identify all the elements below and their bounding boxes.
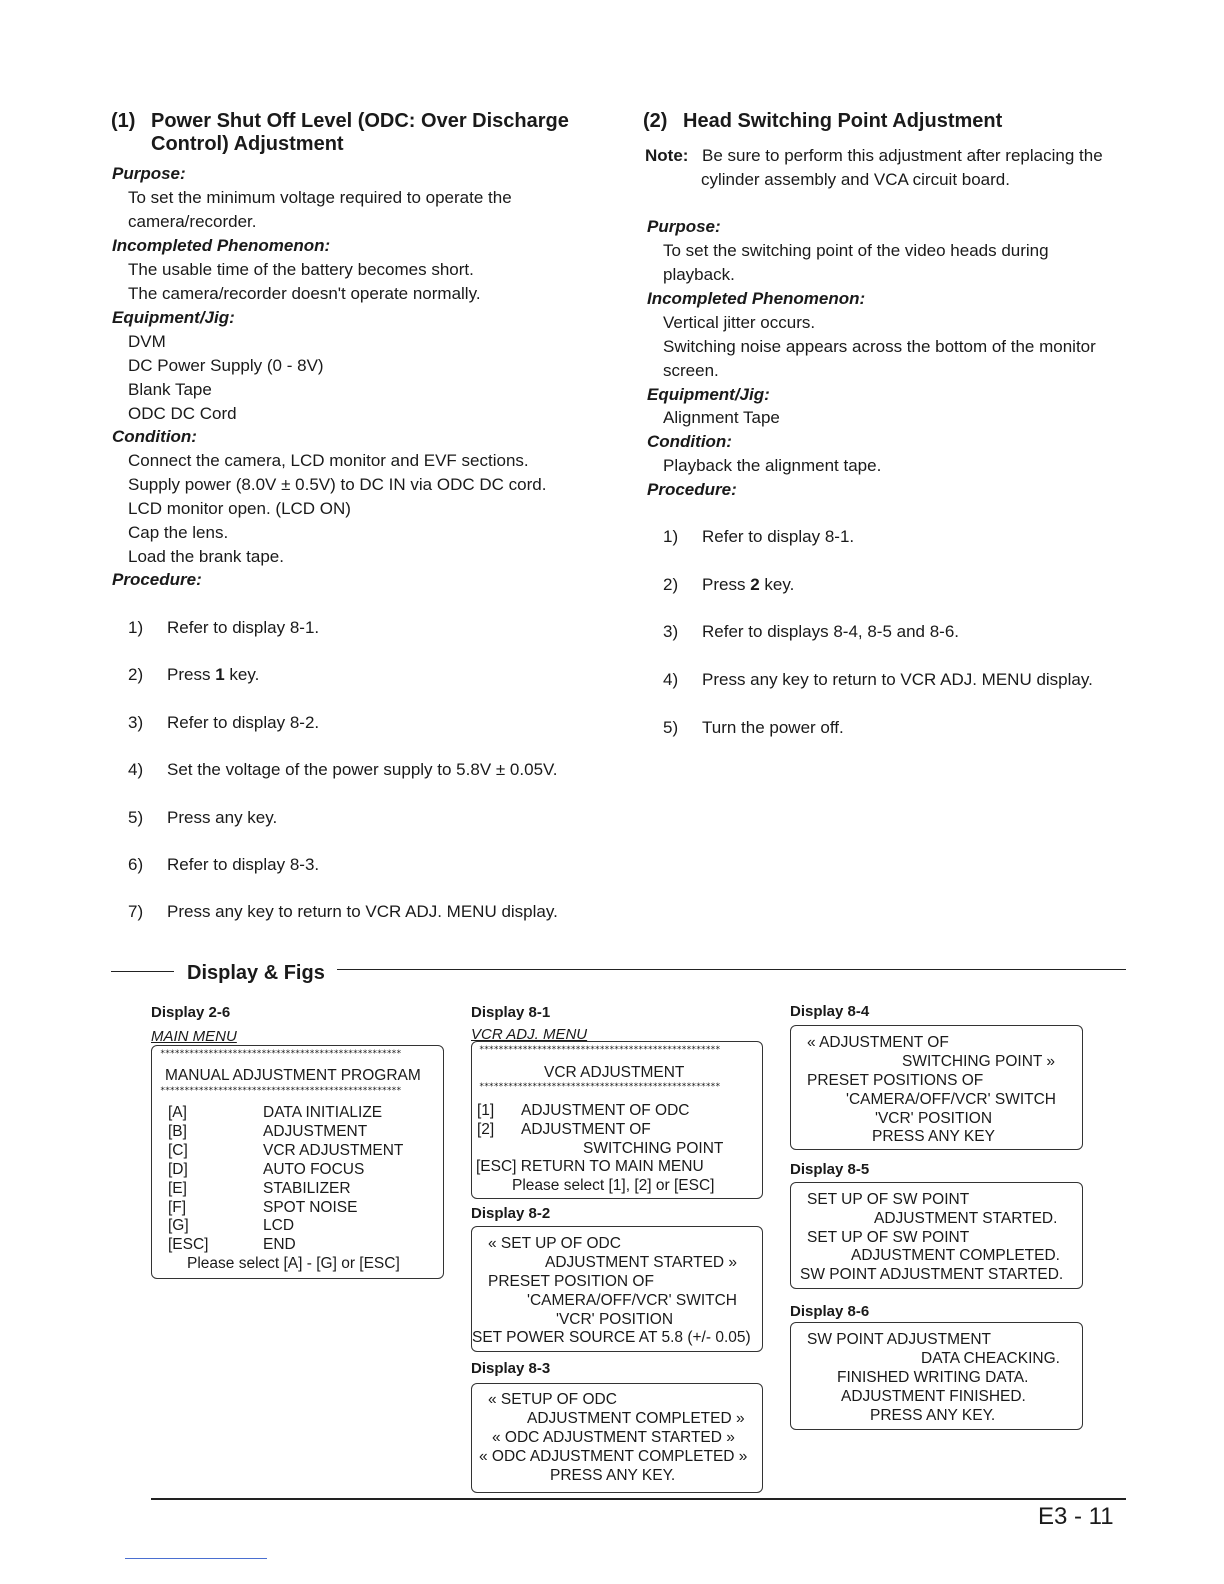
screen-line: 'CAMERA/OFF/VCR' SWITCH (846, 1091, 1056, 1108)
screen-line: PRESET POSITION OF (488, 1273, 654, 1290)
note-label: Note: (645, 146, 689, 165)
section-1-title (111, 110, 611, 158)
step-number: 4) (663, 670, 679, 689)
step-number: 6) (128, 855, 144, 874)
stars-divider: ************************************************** (160, 1049, 401, 1059)
step-text: Set the voltage of the power supply to 5.8V ± 0.05V. (167, 760, 558, 779)
left-incomplete-line: The camera/recorder doesn't operate normally. (128, 284, 481, 303)
step-text: Turn the power off. (702, 718, 844, 737)
screen-line: « ADJUSTMENT OF (807, 1034, 949, 1051)
screen-line: « SETUP OF ODC (488, 1391, 617, 1408)
right-incomplete-line: Switching noise appears across the bottom of the monitor (663, 337, 1096, 356)
menu-key: [D] (168, 1161, 188, 1178)
step-number: 5) (128, 808, 144, 827)
left-equipment-line: DVM (128, 332, 166, 351)
screen-line: ADJUSTMENT FINISHED. (841, 1388, 1026, 1405)
left-equipment-label: Equipment/Jig: (112, 308, 235, 327)
left-procedure-label: Procedure: (112, 570, 202, 589)
right-incomplete-label: Incompleted Phenomenon: (647, 289, 866, 308)
left-step (128, 806, 608, 830)
step-text: Refer to display 8-1. (702, 527, 855, 546)
left-step (128, 711, 608, 735)
menu-key: [B] (168, 1123, 187, 1140)
step-number: 3) (663, 622, 679, 641)
footer-rule (151, 1498, 1126, 1500)
left-step (128, 900, 608, 924)
menu-header: VCR ADJUSTMENT (544, 1064, 685, 1081)
screen-line: SET UP OF SW POINT (807, 1229, 970, 1246)
screen-line: DATA CHEACKING. (921, 1350, 1060, 1367)
bottom-edge-mark (125, 1558, 267, 1559)
left-step (128, 616, 608, 640)
menu-item: ADJUSTMENT (263, 1123, 368, 1140)
left-step (128, 758, 608, 782)
left-condition-line: LCD monitor open. (LCD ON) (128, 499, 351, 518)
figs-rule-right (337, 969, 1126, 970)
left-incomplete-label: Incompleted Phenomenon: (112, 236, 331, 255)
screen-line: SET POWER SOURCE AT 5.8 (+/- 0.05) (472, 1329, 751, 1346)
menu-key: [F] (168, 1199, 187, 1216)
right-condition-line: Playback the alignment tape. (663, 456, 882, 475)
right-equipment-line: Alignment Tape (663, 408, 780, 427)
left-condition-line: Load the brank tape. (128, 547, 284, 566)
right-purpose-label: Purpose: (647, 217, 721, 236)
screen-line: « ODC ADJUSTMENT STARTED » (492, 1429, 735, 1446)
section-2-title-text: Head Switching Point Adjustment (683, 110, 1003, 132)
display-8-5-screen (790, 1182, 1083, 1289)
menu-footer: Please select [1], [2] or [ESC] (512, 1177, 715, 1194)
step-text: Press 2 key. (702, 575, 795, 594)
menu-item: DATA INITIALIZE (263, 1104, 383, 1121)
left-step (128, 663, 608, 687)
left-equipment-line: DC Power Supply (0 - 8V) (128, 356, 324, 375)
section-1-number: (1) (111, 110, 136, 132)
right-step (663, 620, 1143, 644)
screen-line: PRESS ANY KEY (872, 1128, 995, 1145)
right-procedure-label: Procedure: (647, 480, 737, 499)
right-step (663, 668, 1143, 692)
menu-item: LCD (263, 1217, 295, 1234)
screen-line: PRESET POSITIONS OF (807, 1072, 984, 1089)
screen-line: SW POINT ADJUSTMENT STARTED. (800, 1266, 1064, 1283)
step-text: Refer to displays 8-4, 8-5 and 8-6. (702, 622, 960, 641)
menu-key: [2] (477, 1121, 495, 1138)
step-number: 2) (128, 665, 144, 684)
left-purpose-label: Purpose: (112, 164, 186, 183)
menu-item: ADJUSTMENT OF ODC (521, 1102, 690, 1119)
screen-line: PRESS ANY KEY. (550, 1467, 676, 1484)
menu-key: [E] (168, 1180, 187, 1197)
menu-item: END (263, 1236, 296, 1253)
screen-line: ADJUSTMENT COMPLETED. (851, 1247, 1060, 1264)
display-8-6-label: Display 8-6 (790, 1303, 870, 1320)
menu-item: ADJUSTMENT OF (521, 1121, 651, 1138)
step-text: Refer to display 8-2. (167, 713, 320, 732)
menu-key: [C] (168, 1142, 188, 1159)
display-8-4-screen (790, 1025, 1083, 1150)
section-2-title (643, 110, 1143, 134)
step-text: Refer to display 8-1. (167, 618, 320, 637)
display-2-6-screen (151, 1045, 444, 1279)
step-number: 5) (663, 718, 679, 737)
left-step (128, 853, 608, 877)
right-step (663, 525, 1143, 549)
page-number: E3 - 11 (1038, 1503, 1114, 1530)
screen-line: ADJUSTMENT COMPLETED » (527, 1410, 745, 1427)
step-text: Press any key to return to VCR ADJ. MENU display. (167, 902, 558, 921)
left-purpose-line: To set the minimum voltage required to operate the (128, 188, 512, 207)
left-condition-line: Supply power (8.0V ± 0.5V) to DC IN via ODC DC cord. (128, 475, 547, 494)
screen-line: 'VCR' POSITION (556, 1311, 674, 1328)
left-condition-line: Connect the camera, LCD monitor and EVF sections. (128, 451, 529, 470)
display-8-4-label: Display 8-4 (790, 1003, 870, 1020)
screen-line: SET UP OF SW POINT (807, 1191, 970, 1208)
right-purpose-line: playback. (663, 265, 735, 284)
menu-item: STABILIZER (263, 1180, 351, 1197)
section-2-number: (2) (643, 110, 668, 132)
menu-item: SWITCHING POINT (583, 1140, 724, 1157)
screen-line: 'CAMERA/OFF/VCR' SWITCH (527, 1292, 737, 1309)
screen-line: SWITCHING POINT » (902, 1053, 1056, 1070)
menu-item: SPOT NOISE (263, 1199, 358, 1216)
step-text: Press any key. (167, 808, 278, 827)
display-2-6-label: Display 2-6 (151, 1004, 231, 1021)
left-purpose-line: camera/recorder. (128, 212, 257, 231)
display-8-1-subtitle: VCR ADJ. MENU (471, 1026, 588, 1043)
right-step (663, 573, 1143, 597)
menu-header: MANUAL ADJUSTMENT PROGRAM (165, 1067, 421, 1084)
screen-line: « SET UP OF ODC (488, 1235, 621, 1252)
step-number: 1) (128, 618, 144, 637)
figs-title: Display & Figs (187, 962, 325, 984)
left-incomplete-line: The usable time of the battery becomes short. (128, 260, 474, 279)
left-condition-line: Cap the lens. (128, 523, 229, 542)
display-8-1-screen (471, 1041, 763, 1199)
right-purpose-line: To set the switching point of the video heads during (663, 241, 1049, 260)
menu-key: [1] (477, 1102, 495, 1119)
right-incomplete-line: screen. (663, 361, 719, 380)
menu-key: [G] (168, 1217, 189, 1234)
right-step (663, 716, 1143, 740)
screen-line: 'VCR' POSITION (875, 1110, 993, 1127)
note-line: cylinder assembly and VCA circuit board. (701, 170, 1010, 189)
step-number: 4) (128, 760, 144, 779)
left-equipment-line: Blank Tape (128, 380, 212, 399)
figs-rule-left (111, 971, 174, 972)
screen-line: FINISHED WRITING DATA. (837, 1369, 1029, 1386)
screen-line: PRESS ANY KEY. (870, 1407, 996, 1424)
screen-line: ADJUSTMENT STARTED. (874, 1210, 1058, 1227)
stars-divider: ************************************************** (479, 1082, 720, 1092)
display-8-2-screen (471, 1226, 763, 1352)
menu-item: AUTO FOCUS (263, 1161, 365, 1178)
right-equipment-label: Equipment/Jig: (647, 385, 770, 404)
display-8-3-label: Display 8-3 (471, 1360, 551, 1377)
step-number: 7) (128, 902, 144, 921)
left-condition-label: Condition: (112, 427, 197, 446)
display-8-6-screen (790, 1322, 1083, 1430)
display-8-3-screen (471, 1383, 763, 1493)
stars-divider: ************************************************** (479, 1045, 720, 1055)
step-text: Refer to display 8-3. (167, 855, 320, 874)
step-text: Press any key to return to VCR ADJ. MENU display. (702, 670, 1093, 689)
step-text: Press 1 key. (167, 665, 260, 684)
note-line: Be sure to perform this adjustment after replacing the (702, 146, 1103, 165)
step-number: 3) (128, 713, 144, 732)
menu-key: [A] (168, 1104, 187, 1121)
display-8-2-label: Display 8-2 (471, 1205, 551, 1222)
menu-footer: Please select [A] - [G] or [ESC] (187, 1255, 400, 1272)
menu-esc: [ESC] RETURN TO MAIN MENU (476, 1158, 704, 1175)
section-1-title-line-1: Power Shut Off Level (ODC: Over Discharge (151, 110, 569, 132)
step-number: 1) (663, 527, 679, 546)
screen-line: « ODC ADJUSTMENT COMPLETED » (479, 1448, 748, 1465)
right-incomplete-line: Vertical jitter occurs. (663, 313, 816, 332)
screen-line: SW POINT ADJUSTMENT (807, 1331, 992, 1348)
menu-key: [ESC] (168, 1236, 209, 1253)
left-equipment-line: ODC DC Cord (128, 404, 237, 423)
right-condition-label: Condition: (647, 432, 732, 451)
display-2-6-subtitle: MAIN MENU (151, 1028, 237, 1045)
section-1-title-line-2: Control) Adjustment (151, 133, 344, 155)
display-8-1-label: Display 8-1 (471, 1004, 551, 1021)
menu-item: VCR ADJUSTMENT (263, 1142, 404, 1159)
step-number: 2) (663, 575, 679, 594)
stars-divider: ************************************************** (160, 1086, 401, 1096)
display-8-5-label: Display 8-5 (790, 1161, 870, 1178)
screen-line: ADJUSTMENT STARTED » (545, 1254, 738, 1271)
